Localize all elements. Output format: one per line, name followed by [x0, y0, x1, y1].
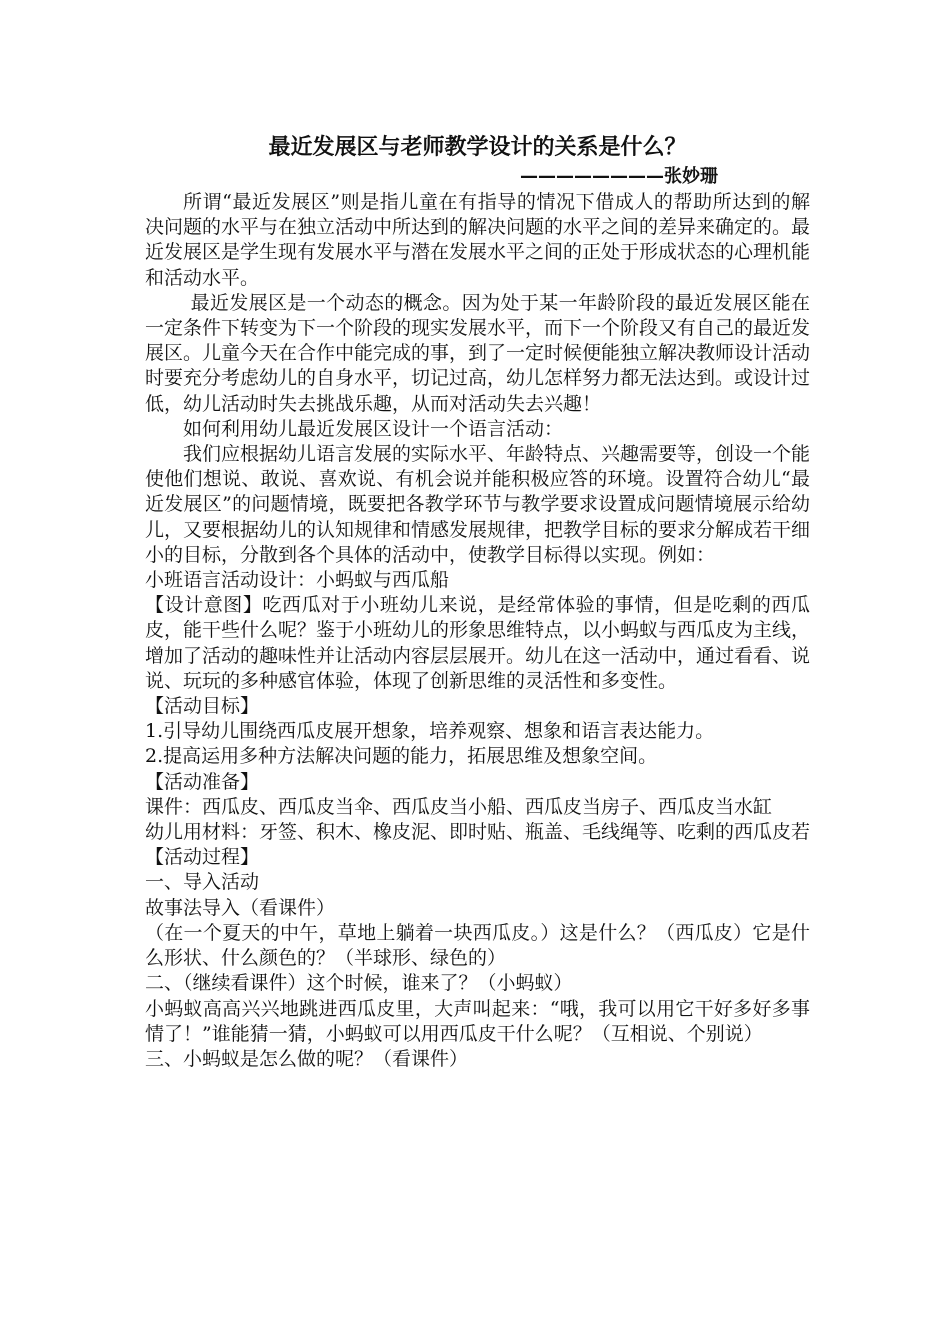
- paragraph-question: 如何利用幼儿最近发展区设计一个语言活动：: [183, 417, 564, 440]
- preparation-courseware: 课件：西瓜皮、西瓜皮当伞、西瓜皮当小船、西瓜皮当房子、西瓜皮当水缸: [145, 795, 773, 818]
- process-step-1: 一、导入活动: [145, 871, 260, 894]
- process-step-3: 三、小蚂蚁是怎么做的呢？（看课件）: [145, 1047, 469, 1070]
- paragraph-definition: 所谓“最近发展区”则是指儿童在有指导的情况下借成人的帮助所达到的解决问题的水平与在独立活动中所达到的解决问题的水平之间的差异来确定的。最近发展区是学生现有发展水平与潜在发展水平之间的正处于形成状态的心理机能和活动水平。: [145, 191, 811, 289]
- preparation-materials: 幼儿用材料：牙签、积木、橡皮泥、即时贴、瓶盖、毛线绳等、吃剩的西瓜皮若: [145, 821, 811, 844]
- document-title: 最近发展区与老师教学设计的关系是什么？: [268, 135, 687, 160]
- section-heading-preparation: 【活动准备】: [145, 770, 260, 793]
- process-story-text: （在一个夏天的中午，草地上躺着一块西瓜皮。）这是什么？（西瓜皮）它是什么形状、什么颜色的？（半球形、绿色的）: [145, 921, 810, 970]
- goal-item-2: 2.提高运用多种方法解决问题的能力，拓展思维及想象空间。: [145, 745, 658, 768]
- section-heading-goals: 【活动目标】: [145, 695, 260, 718]
- section-heading-process: 【活动过程】: [145, 846, 260, 869]
- process-ant-text: 小蚂蚁高高兴兴地跳进西瓜皮里，大声叫起来：“哦，我可以用它干好多好多事情了！”谁能猜一猜，小蚂蚁可以用西瓜皮干什么呢？（互相说、个别说）: [145, 997, 810, 1045]
- design-intent: 【设计意图】吃西瓜对于小班幼儿来说，是经常体验的事情，但是吃剩的西瓜皮，能干些什么呢？鉴于小班幼儿的形象思维特点，以小蚂蚁与西瓜皮为主线，增加了活动的趣味性并让活动内容层层展开。幼儿在这一活动中，通过看看、说说、玩玩的多种感官体验，体现了创新思维的灵活性和多变性。: [145, 594, 811, 692]
- process-story-intro: 故事法导入（看课件）: [145, 896, 336, 919]
- author-line: ————————张妙珊: [520, 166, 718, 187]
- paragraph-dynamic-concept: 最近发展区是一个动态的概念。因为处于某一年龄阶段的最近发展区能在一定条件下转变为下一个阶段的现实发展水平，而下一个阶段又有自己的最近发展区。儿童今天在合作中能完成的事，到了一定时候便能独立解决教师设计活动时要充分考虑幼儿的自身水平，切记过高，幼儿怎样努力都无法达到。或设计过低，幼儿活动时失去挑战乐趣，从而对活动失去兴趣！: [145, 291, 811, 415]
- activity-title: 小班语言活动设计：小蚂蚁与西瓜船: [145, 569, 450, 592]
- goal-item-1: 1.引导幼儿围绕西瓜皮展开想象，培养观察、想象和语言表达能力。: [145, 720, 715, 743]
- document-page: [145, 132, 810, 1072]
- paragraph-method: 我们应根据幼儿语言发展的实际水平、年龄特点、兴趣需要等，创设一个能使他们想说、敢说、喜欢说、有机会说并能积极应答的环境。设置符合幼儿“最近发展区”的问题情境，既要把各教学环节与教学要求设置成问题情境展示给幼儿，又要根据幼儿的认知规律和情感发展规律，把教学目标的要求分解成若干细小的目标，分散到各个具体的活动中，使教学目标得以实现。例如：: [145, 443, 811, 566]
- process-step-2: 二、（继续看课件）这个时候，谁来了？（小蚂蚁）: [145, 972, 573, 995]
